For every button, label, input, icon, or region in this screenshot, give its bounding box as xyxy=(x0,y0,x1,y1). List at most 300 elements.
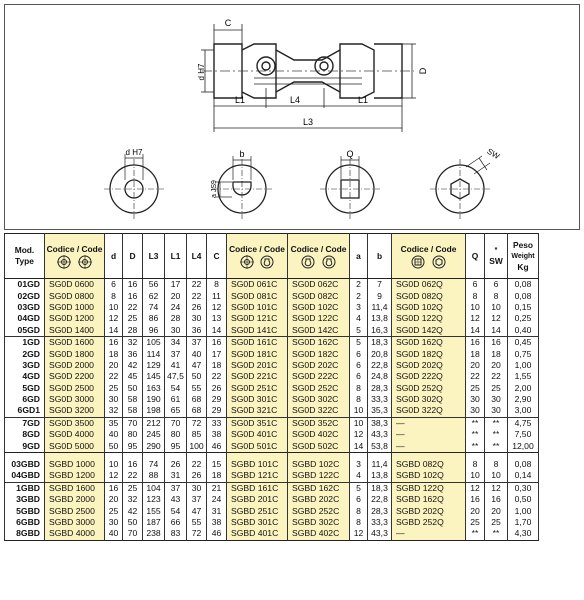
value-cell: 42 xyxy=(123,505,143,516)
code-cell: SG0D 402C xyxy=(288,429,350,440)
table-row xyxy=(5,302,539,313)
code-cell: SG0D 4000 xyxy=(45,429,105,440)
code-cell: SG0D 101C xyxy=(227,302,288,313)
value-cell: 18,3 xyxy=(368,336,392,348)
value-cell: 104 xyxy=(143,482,165,494)
value-cell: 83 xyxy=(165,528,187,540)
table-row xyxy=(5,290,539,301)
code-cell: SGBD 2000 xyxy=(45,494,105,505)
code-cell: SG0D 061C xyxy=(227,279,288,291)
value-cell: 0,08 xyxy=(508,459,539,470)
value-cell: 25 xyxy=(123,482,143,494)
value-cell: 17 xyxy=(165,279,187,291)
value-cell: 29 xyxy=(207,405,227,417)
dim-label-l3: L3 xyxy=(302,117,314,127)
value-cell: 163 xyxy=(143,383,165,394)
model-cell: 03GD xyxy=(5,302,45,313)
value-cell: 37 xyxy=(165,482,187,494)
table-header-row xyxy=(5,234,539,279)
value-cell: 25 xyxy=(105,383,123,394)
table-row xyxy=(5,348,539,359)
value-cell: 8 xyxy=(466,290,485,301)
value-cell: 20 xyxy=(466,360,485,371)
model-cell: 03GBD xyxy=(5,459,45,470)
header-SW: * SW xyxy=(485,234,508,279)
code-cell: SG0D 161C xyxy=(227,336,288,348)
table-row xyxy=(5,517,539,528)
value-cell: 22 xyxy=(187,290,207,301)
value-cell: 17 xyxy=(207,348,227,359)
value-cell: 20 xyxy=(165,290,187,301)
header-b: b xyxy=(368,234,392,279)
value-cell: 10 xyxy=(485,470,508,482)
code-cell: SG0D 252C xyxy=(288,383,350,394)
value-cell: 22 xyxy=(485,371,508,382)
value-cell: 145 xyxy=(143,371,165,382)
value-cell: 34 xyxy=(165,336,187,348)
value-cell: 3 xyxy=(350,302,368,313)
value-cell: 16,3 xyxy=(368,325,392,337)
model-cell: 4GD xyxy=(5,371,45,382)
code-cell: SG0D 142Q xyxy=(392,325,466,337)
value-cell: 22 xyxy=(207,371,227,382)
value-cell: 20 xyxy=(485,360,508,371)
value-cell: 32 xyxy=(123,494,143,505)
code-cell: SG0D 0600 xyxy=(45,279,105,291)
code-cell: SGBD 1000 xyxy=(45,459,105,470)
value-cell: 25 xyxy=(466,383,485,394)
code-cell: SGBD 252Q xyxy=(392,517,466,528)
value-cell: 26 xyxy=(165,459,187,470)
model-cell: 9GD xyxy=(5,440,45,452)
code-cell: SGBD 162C xyxy=(288,482,350,494)
code-cell: SGBD 3000 xyxy=(45,517,105,528)
value-cell: 40 xyxy=(105,528,123,540)
value-cell: 14 xyxy=(207,325,227,337)
value-cell: 2,90 xyxy=(508,394,539,405)
value-cell: 85 xyxy=(187,429,207,440)
dim-label-l1-right: L1 xyxy=(357,95,369,105)
code-cell: SG0D 181C xyxy=(227,348,288,359)
value-cell: 30 xyxy=(165,325,187,337)
value-cell: 8 xyxy=(350,383,368,394)
value-cell: 1,70 xyxy=(508,517,539,528)
value-cell: 14 xyxy=(466,325,485,337)
value-cell: 0,75 xyxy=(508,348,539,359)
value-cell: 25 xyxy=(466,517,485,528)
value-cell: 1,00 xyxy=(508,505,539,516)
value-cell: 16 xyxy=(466,336,485,348)
value-cell: 18 xyxy=(207,360,227,371)
value-cell: 10 xyxy=(105,459,123,470)
value-cell: 0,08 xyxy=(508,290,539,301)
value-cell: 2,00 xyxy=(508,383,539,394)
value-cell: 10 xyxy=(466,470,485,482)
round-bore-icon xyxy=(78,255,92,269)
code-cell: SG0D 1400 xyxy=(45,325,105,337)
value-cell: 5 xyxy=(350,336,368,348)
value-cell: 32 xyxy=(123,336,143,348)
value-cell: 9 xyxy=(368,290,392,301)
value-cell: 26 xyxy=(187,470,207,482)
code-cell: SG0D 351C xyxy=(227,417,288,429)
value-cell: 0,14 xyxy=(508,470,539,482)
keyway-bore-icon xyxy=(322,255,336,269)
section-label-sw: SW xyxy=(485,146,502,161)
value-cell: 16 xyxy=(207,336,227,348)
section-label-b: b xyxy=(239,149,245,159)
value-cell: 13 xyxy=(207,313,227,324)
code-cell: — xyxy=(392,417,466,429)
code-cell: SGBD 082Q xyxy=(392,459,466,470)
value-cell: 12,00 xyxy=(508,440,539,452)
code-cell: SG0D 0800 xyxy=(45,290,105,301)
value-cell: 25 xyxy=(105,505,123,516)
value-cell: 0,25 xyxy=(508,313,539,324)
value-cell: 6 xyxy=(105,279,123,291)
model-cell: 6GD xyxy=(5,394,45,405)
value-cell: 28 xyxy=(123,325,143,337)
value-cell: 30 xyxy=(187,482,207,494)
value-cell: 68 xyxy=(187,394,207,405)
value-cell: 31 xyxy=(207,505,227,516)
technical-drawing-panel xyxy=(4,4,580,230)
value-cell: 45 xyxy=(123,371,143,382)
code-cell: SG0D 1000 xyxy=(45,302,105,313)
value-cell: 20 xyxy=(485,505,508,516)
value-cell: 12 xyxy=(350,429,368,440)
model-cell: 5GD xyxy=(5,383,45,394)
value-cell: 4 xyxy=(350,470,368,482)
value-cell: 0,08 xyxy=(508,279,539,291)
code-cell: — xyxy=(392,440,466,452)
code-cell: SG0D 2200 xyxy=(45,371,105,382)
value-cell: 30 xyxy=(466,405,485,417)
header-a: a xyxy=(350,234,368,279)
code-cell: SG0D 401C xyxy=(227,429,288,440)
value-cell: 32 xyxy=(105,405,123,417)
value-cell: ** xyxy=(485,528,508,540)
value-cell: 53,8 xyxy=(368,440,392,452)
header-L1: L1 xyxy=(165,234,187,279)
code-cell: SGBD 4000 xyxy=(45,528,105,540)
code-cell: SG0D 321C xyxy=(227,405,288,417)
table-row xyxy=(5,470,539,482)
value-cell: 28,3 xyxy=(368,505,392,516)
value-cell: 7 xyxy=(368,279,392,291)
value-cell: 47 xyxy=(187,505,207,516)
header-code-square: Codice / Code xyxy=(392,234,466,279)
code-cell: SGBD 252C xyxy=(288,505,350,516)
table-row xyxy=(5,371,539,382)
code-cell: SGBD 101C xyxy=(227,459,288,470)
code-cell: SG0D 302C xyxy=(288,394,350,405)
value-cell: 36 xyxy=(123,348,143,359)
value-cell: 22 xyxy=(187,279,207,291)
code-cell: SGBD 122C xyxy=(288,470,350,482)
value-cell: 30 xyxy=(466,394,485,405)
value-cell: 80 xyxy=(165,429,187,440)
code-cell: SGBD 201C xyxy=(227,494,288,505)
value-cell: 10 xyxy=(485,302,508,313)
value-cell: 0,50 xyxy=(508,494,539,505)
code-cell: SG0D 1800 xyxy=(45,348,105,359)
header-Q: Q xyxy=(466,234,485,279)
model-cell: 3GD xyxy=(5,360,45,371)
value-cell: 22 xyxy=(187,459,207,470)
value-cell: 33,3 xyxy=(368,394,392,405)
value-cell: 30 xyxy=(105,517,123,528)
value-cell: 12 xyxy=(105,313,123,324)
value-cell: 212 xyxy=(143,417,165,429)
code-cell: SGBD 162Q xyxy=(392,494,466,505)
table-row xyxy=(5,482,539,494)
section-label-q: Q xyxy=(346,149,354,159)
value-cell: 0,45 xyxy=(508,336,539,348)
value-cell: 12 xyxy=(105,470,123,482)
code-cell: SGBD 2500 xyxy=(45,505,105,516)
header-C: C xyxy=(207,234,227,279)
value-cell: 5 xyxy=(350,325,368,337)
code-cell: SG0D 202C xyxy=(288,360,350,371)
dim-label-dh7: d H7 xyxy=(197,63,206,81)
value-cell: 86 xyxy=(143,313,165,324)
value-cell: 38 xyxy=(207,429,227,440)
model-cell: 04GBD xyxy=(5,470,45,482)
value-cell: 20 xyxy=(105,494,123,505)
value-cell: 13,8 xyxy=(368,313,392,324)
section-label-ajs9: a JS9 xyxy=(211,180,218,198)
value-cell: 290 xyxy=(143,440,165,452)
header-D: D xyxy=(123,234,143,279)
value-cell: 24,8 xyxy=(368,371,392,382)
value-cell: 18,3 xyxy=(368,482,392,494)
value-cell: 54 xyxy=(165,505,187,516)
value-cell: 16 xyxy=(123,279,143,291)
code-cell: SG0D 102Q xyxy=(392,302,466,313)
value-cell: 123 xyxy=(143,494,165,505)
value-cell: 24 xyxy=(165,302,187,313)
model-cell: 5GBD xyxy=(5,505,45,516)
model-cell: 6GBD xyxy=(5,517,45,528)
value-cell: 198 xyxy=(143,405,165,417)
value-cell: 8 xyxy=(350,505,368,516)
value-cell: 38,3 xyxy=(368,417,392,429)
code-cell: SG0D 3200 xyxy=(45,405,105,417)
code-cell: SG0D 501C xyxy=(227,440,288,452)
value-cell: 6 xyxy=(350,348,368,359)
value-cell: 40 xyxy=(105,429,123,440)
value-cell: 6 xyxy=(466,279,485,291)
code-cell: SG0D 122C xyxy=(288,313,350,324)
value-cell: 72 xyxy=(187,528,207,540)
value-cell: 16 xyxy=(485,336,508,348)
value-cell: 0,40 xyxy=(508,325,539,337)
value-cell: 18 xyxy=(485,348,508,359)
value-cell: 245 xyxy=(143,429,165,440)
value-cell: ** xyxy=(485,417,508,429)
value-cell: 50 xyxy=(123,517,143,528)
value-cell: 8 xyxy=(350,394,368,405)
value-cell: 43 xyxy=(165,494,187,505)
value-cell: 31 xyxy=(165,470,187,482)
table-row xyxy=(5,505,539,516)
drawing-frame xyxy=(5,5,580,230)
table-row xyxy=(5,383,539,394)
value-cell: 6 xyxy=(350,360,368,371)
model-cell: 8GD xyxy=(5,429,45,440)
header-code-round: Codice / Code xyxy=(45,234,105,279)
value-cell: 70 xyxy=(165,417,187,429)
model-cell: 7GD xyxy=(5,417,45,429)
value-cell: 8 xyxy=(105,290,123,301)
section-label-dh7: d H7 xyxy=(125,148,143,157)
code-cell: SG0D 322Q xyxy=(392,405,466,417)
model-cell: 01GD xyxy=(5,279,45,291)
value-cell: 190 xyxy=(143,394,165,405)
value-cell: 65 xyxy=(165,405,187,417)
value-cell: 4,75 xyxy=(508,417,539,429)
value-cell: 14 xyxy=(350,440,368,452)
value-cell: 25 xyxy=(123,313,143,324)
value-cell: 1,55 xyxy=(508,371,539,382)
value-cell: 35 xyxy=(105,417,123,429)
code-cell: SG0D 1600 xyxy=(45,336,105,348)
value-cell: 8 xyxy=(207,279,227,291)
value-cell: 155 xyxy=(143,505,165,516)
value-cell: 37 xyxy=(187,336,207,348)
value-cell: 3,00 xyxy=(508,405,539,417)
value-cell: 3 xyxy=(350,459,368,470)
table-row xyxy=(5,459,539,470)
value-cell: 61 xyxy=(165,394,187,405)
model-cell: 04GD xyxy=(5,313,45,324)
header-code-keyway-2: Codice / Code xyxy=(288,234,350,279)
value-cell: 36 xyxy=(187,325,207,337)
value-cell: 22,8 xyxy=(368,360,392,371)
value-cell: 0,30 xyxy=(508,482,539,494)
value-cell: 187 xyxy=(143,517,165,528)
code-cell: SG0D 222Q xyxy=(392,371,466,382)
value-cell: 70 xyxy=(123,417,143,429)
round-bore-icon xyxy=(57,255,71,269)
code-cell: SG0D 2000 xyxy=(45,360,105,371)
value-cell: 20 xyxy=(466,505,485,516)
value-cell: 50 xyxy=(187,371,207,382)
code-cell: SG0D 3500 xyxy=(45,417,105,429)
value-cell: 33 xyxy=(207,417,227,429)
model-cell: 6GD1 xyxy=(5,405,45,417)
value-cell: 10 xyxy=(350,417,368,429)
value-cell: 88 xyxy=(143,470,165,482)
code-cell: SG0D 252Q xyxy=(392,383,466,394)
value-cell: 30 xyxy=(485,405,508,417)
value-cell: 28,3 xyxy=(368,383,392,394)
value-cell: 74 xyxy=(143,302,165,313)
value-cell: 28 xyxy=(165,313,187,324)
value-cell: 26 xyxy=(207,383,227,394)
code-cell: SGBD 301C xyxy=(227,517,288,528)
value-cell: 21 xyxy=(207,482,227,494)
value-cell: 6 xyxy=(485,279,508,291)
value-cell: 46 xyxy=(207,440,227,452)
value-cell: 6 xyxy=(350,494,368,505)
value-cell: 95 xyxy=(165,440,187,452)
value-cell: 100 xyxy=(187,440,207,452)
table-row xyxy=(5,494,539,505)
value-cell: 12 xyxy=(350,528,368,540)
value-cell: 10 xyxy=(466,302,485,313)
value-cell: ** xyxy=(485,429,508,440)
value-cell: 26 xyxy=(187,302,207,313)
table-row xyxy=(5,360,539,371)
header-L4: L4 xyxy=(187,234,207,279)
value-cell: 41 xyxy=(165,360,187,371)
table-row xyxy=(5,429,539,440)
code-cell: — xyxy=(392,528,466,540)
value-cell: 11,4 xyxy=(368,302,392,313)
code-cell: SG0D 222C xyxy=(288,371,350,382)
value-cell: 55 xyxy=(187,517,207,528)
model-cell: 1GD xyxy=(5,336,45,348)
value-cell: 10 xyxy=(350,405,368,417)
code-cell: SGBD 1200 xyxy=(45,470,105,482)
code-cell: SG0D 221C xyxy=(227,371,288,382)
code-cell: SGBD 161C xyxy=(227,482,288,494)
value-cell: 16 xyxy=(123,290,143,301)
value-cell: 33,3 xyxy=(368,517,392,528)
value-cell: 42 xyxy=(123,360,143,371)
code-cell: SGBD 202Q xyxy=(392,505,466,516)
table-row xyxy=(5,279,539,291)
code-cell: SG0D 081C xyxy=(227,290,288,301)
value-cell: 16 xyxy=(123,459,143,470)
value-cell: 37 xyxy=(187,494,207,505)
value-cell: 8 xyxy=(485,290,508,301)
code-cell: SG0D 122Q xyxy=(392,313,466,324)
value-cell: 1,00 xyxy=(508,360,539,371)
header-mod: Mod. Type xyxy=(5,234,45,279)
model-cell: 8GBD xyxy=(5,528,45,540)
code-cell: SG0D 162Q xyxy=(392,336,466,348)
header-L3: L3 xyxy=(143,234,165,279)
value-cell: 74 xyxy=(143,459,165,470)
value-cell: 18 xyxy=(466,348,485,359)
code-cell: — xyxy=(392,429,466,440)
value-cell: 2 xyxy=(350,279,368,291)
code-cell: SG0D 082C xyxy=(288,290,350,301)
value-cell: 38 xyxy=(207,517,227,528)
value-cell: 8 xyxy=(466,459,485,470)
code-cell: SG0D 251C xyxy=(227,383,288,394)
value-cell: 5 xyxy=(350,482,368,494)
code-cell: SG0D 121C xyxy=(227,313,288,324)
table-row xyxy=(5,528,539,540)
value-cell: 72 xyxy=(187,417,207,429)
value-cell: 18 xyxy=(207,470,227,482)
value-cell: 22 xyxy=(466,371,485,382)
value-cell: 30 xyxy=(105,394,123,405)
value-cell: 8 xyxy=(350,517,368,528)
technical-drawing xyxy=(4,4,580,230)
table-row xyxy=(5,405,539,417)
square-bore-icon xyxy=(411,255,425,269)
value-cell: ** xyxy=(466,440,485,452)
value-cell: 66 xyxy=(165,517,187,528)
value-cell: 40 xyxy=(187,348,207,359)
code-cell: SG0D 182Q xyxy=(392,348,466,359)
value-cell: 80 xyxy=(123,429,143,440)
